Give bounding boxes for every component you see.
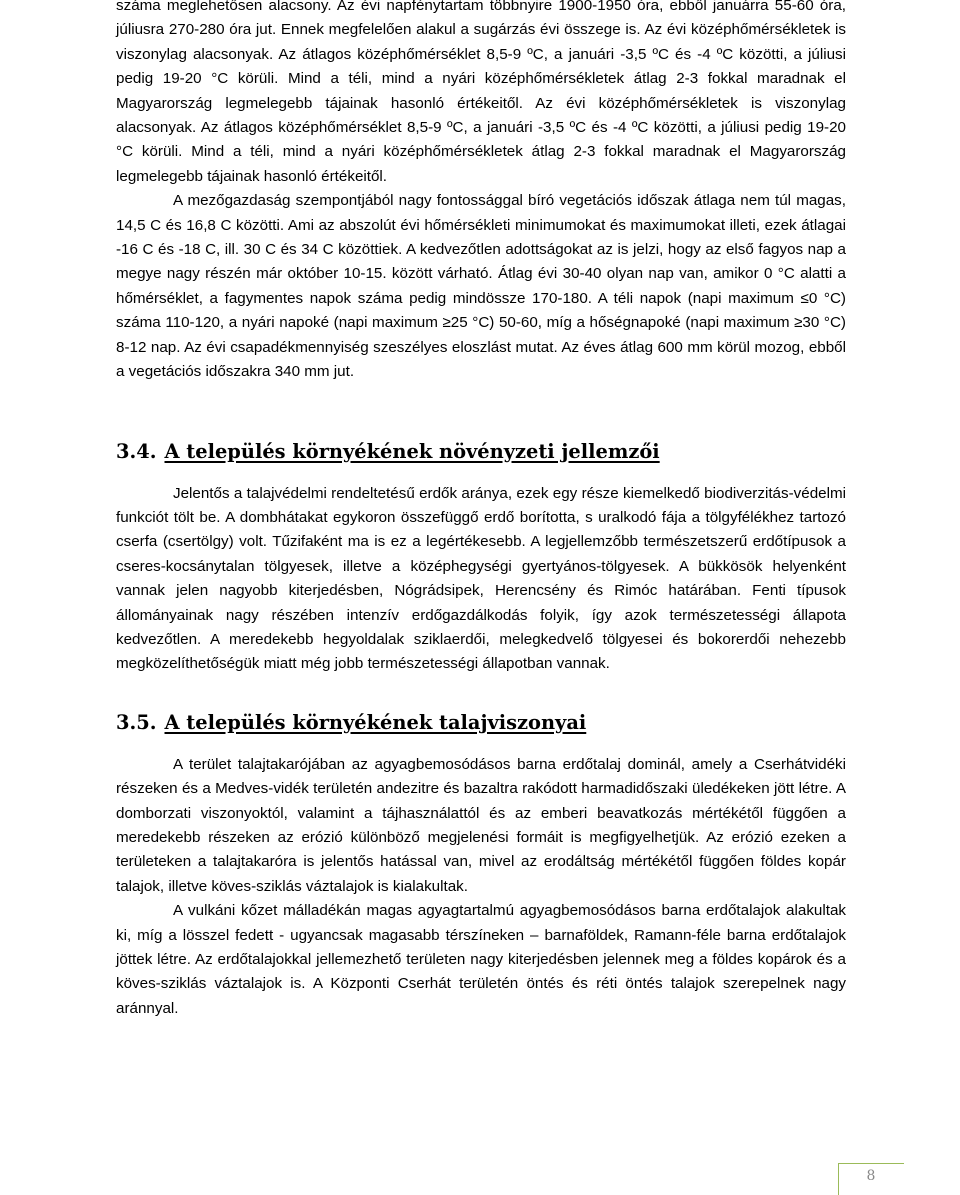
section-heading-3-5 xyxy=(116,709,846,737)
section-number: 3.4. xyxy=(116,439,157,463)
vegetation-paragraph: Jelentős a talajvédelmi rendeltetésű erdők aránya, ezek egy része kiemelkedő biodiverzitás-védelmi funkciót tölt be. A dombhátakat egykoron összefüggő erdő borította, s uralkodó fája a tölgyfélékhez tartozó cserfa (csertölgy) volt. Tűzifaként ma is ez a legértékesebb. A legjellemzőbb természetszerű erdőtípusok a cseres-kocsánytalan tölgyesek, illetve a középhegységi gyertyános-tölgyesek. A bükkösök helyenként vannak jelen nagyobb kiterjedésben, Nógrádsipek, Herencsény és Rimóc határában. Fenti típusok állományainak nagy részében intenzív erdőgazdálkodás folyik, így azok természetességi állapota kedvezőtlen. A meredekebb hegyoldalak sziklaerdői, melegkedvelő tölgyesei és bokorerdői nehezebb megközelíthetőségük miatt még jobb természetességi állapotban vannak. xyxy=(116,484,846,673)
page-number: 8 xyxy=(866,1168,876,1184)
climate-paragraph: száma meglehetősen alacsony. Az évi napfénytartam többnyire 1900-1950 óra, ebből januárra 55-60 óra, júliusra 270-280 óra jut. Ennek megfelelően alakul a sugárzás évi összege is. Az évi középhőmérsékletek is viszonylag alacsonyak. Az átlagos középhőmérséklet 8,5-9 ºC, a januári -3,5 ºC és -4 ºC közötti, a júliusi pedig 19-20 °C körüli. Mind a téli, mind a nyári középhőmérsékletek átlag 2-3 fokkal maradnak el Magyarország legmelegebb tájainak hasonló értékeitől. Az évi középhőmérsékletek is viszonylag alacsonyak. Az átlagos középhőmérséklet 8,5-9 ºC, a januári -3,5 ºC és -4 ºC közötti, a júliusi pedig 19-20 °C körüli. Mind a téli, mind a nyári középhőmérsékletek átlag 2-3 fokkal maradnak el Magyarország legmelegebb tájainak hasonló értékeitől. xyxy=(116,0,846,185)
agriculture-paragraph: A mezőgazdaság szempontjából nagy fontossággal bíró vegetációs időszak átlaga nem túl magas, 14,5 C és 16,8 C közötti. Ami az abszolút évi hőmérsékleti minimumokat és maximumokat illeti, ezek átlagai -16 C és -18 C, ill. 30 C és 34 C közöttiek. A kedvezőtlen adottságokat az is jelzi, hogy az első fagyos nap a megye nagy részén már október 10-15. között várható. Átlag évi 30-40 olyan nap van, amikor 0 °C alatti a hőmérséklet, a fagymentes napok száma pedig mindössze 170-180. A téli napok (napi maximum ≤0 °C) száma 110-120, a nyári napoké (napi maximum ≥25 °C) 50-60, míg a hőségnapoké (napi maximum ≥30 °C) 8-12 nap. Az évi csapadékmennyiség szeszélyes eloszlást mutat. Az éves átlag 600 mm körül mozog, ebből a vegetációs időszakra 340 mm jut. xyxy=(116,192,846,381)
section-title: A település környékének talajviszonyai xyxy=(164,710,587,734)
section-heading-3-4 xyxy=(116,438,846,466)
document-page xyxy=(116,0,846,1021)
section-title: A település környékének növényzeti jellemzői xyxy=(164,439,660,463)
section-number: 3.5. xyxy=(116,710,157,734)
soil-paragraph-1: A terület talajtakarójában az agyagbemosódásos barna erdőtalaj dominál, amely a Cserhátvidéki részeken és a Medves-vidék területén andezitre és bazaltra rakódott harmadidőszaki üledékeken jött létre. A domborzati viszonyoktól, valamint a tájhasználattól és az emberi beavatkozás mértékétől függően a meredekebb részeken az erózió különböző megjelenési formáit is megfigyelhetjük. Az erózió ezeken a területeken a talajtakaróra is jelentős hatással van, mivel az erodáltság mértékétől függően földes kopár talajok, illetve köves-sziklás váztalajok is kialakultak. xyxy=(116,755,846,895)
soil-paragraph-2: A vulkáni kőzet málladékán magas agyagtartalmú agyagbemosódásos barna erdőtalajok alakultak ki, míg a lösszel fedett - ugyancsak magasabb térszíneken – barnaföldek, Ramann-féle barna erdőtalajok jöttek létre. Az erdőtalajokkal jellemezhető területen nagy kiterjedésben jelennek meg a földes kopárok és a köves-sziklás váztalajok is. A Központi Cserhát területén öntés és réti öntés talajok szerepelnek nagy aránnyal. xyxy=(116,902,846,1017)
